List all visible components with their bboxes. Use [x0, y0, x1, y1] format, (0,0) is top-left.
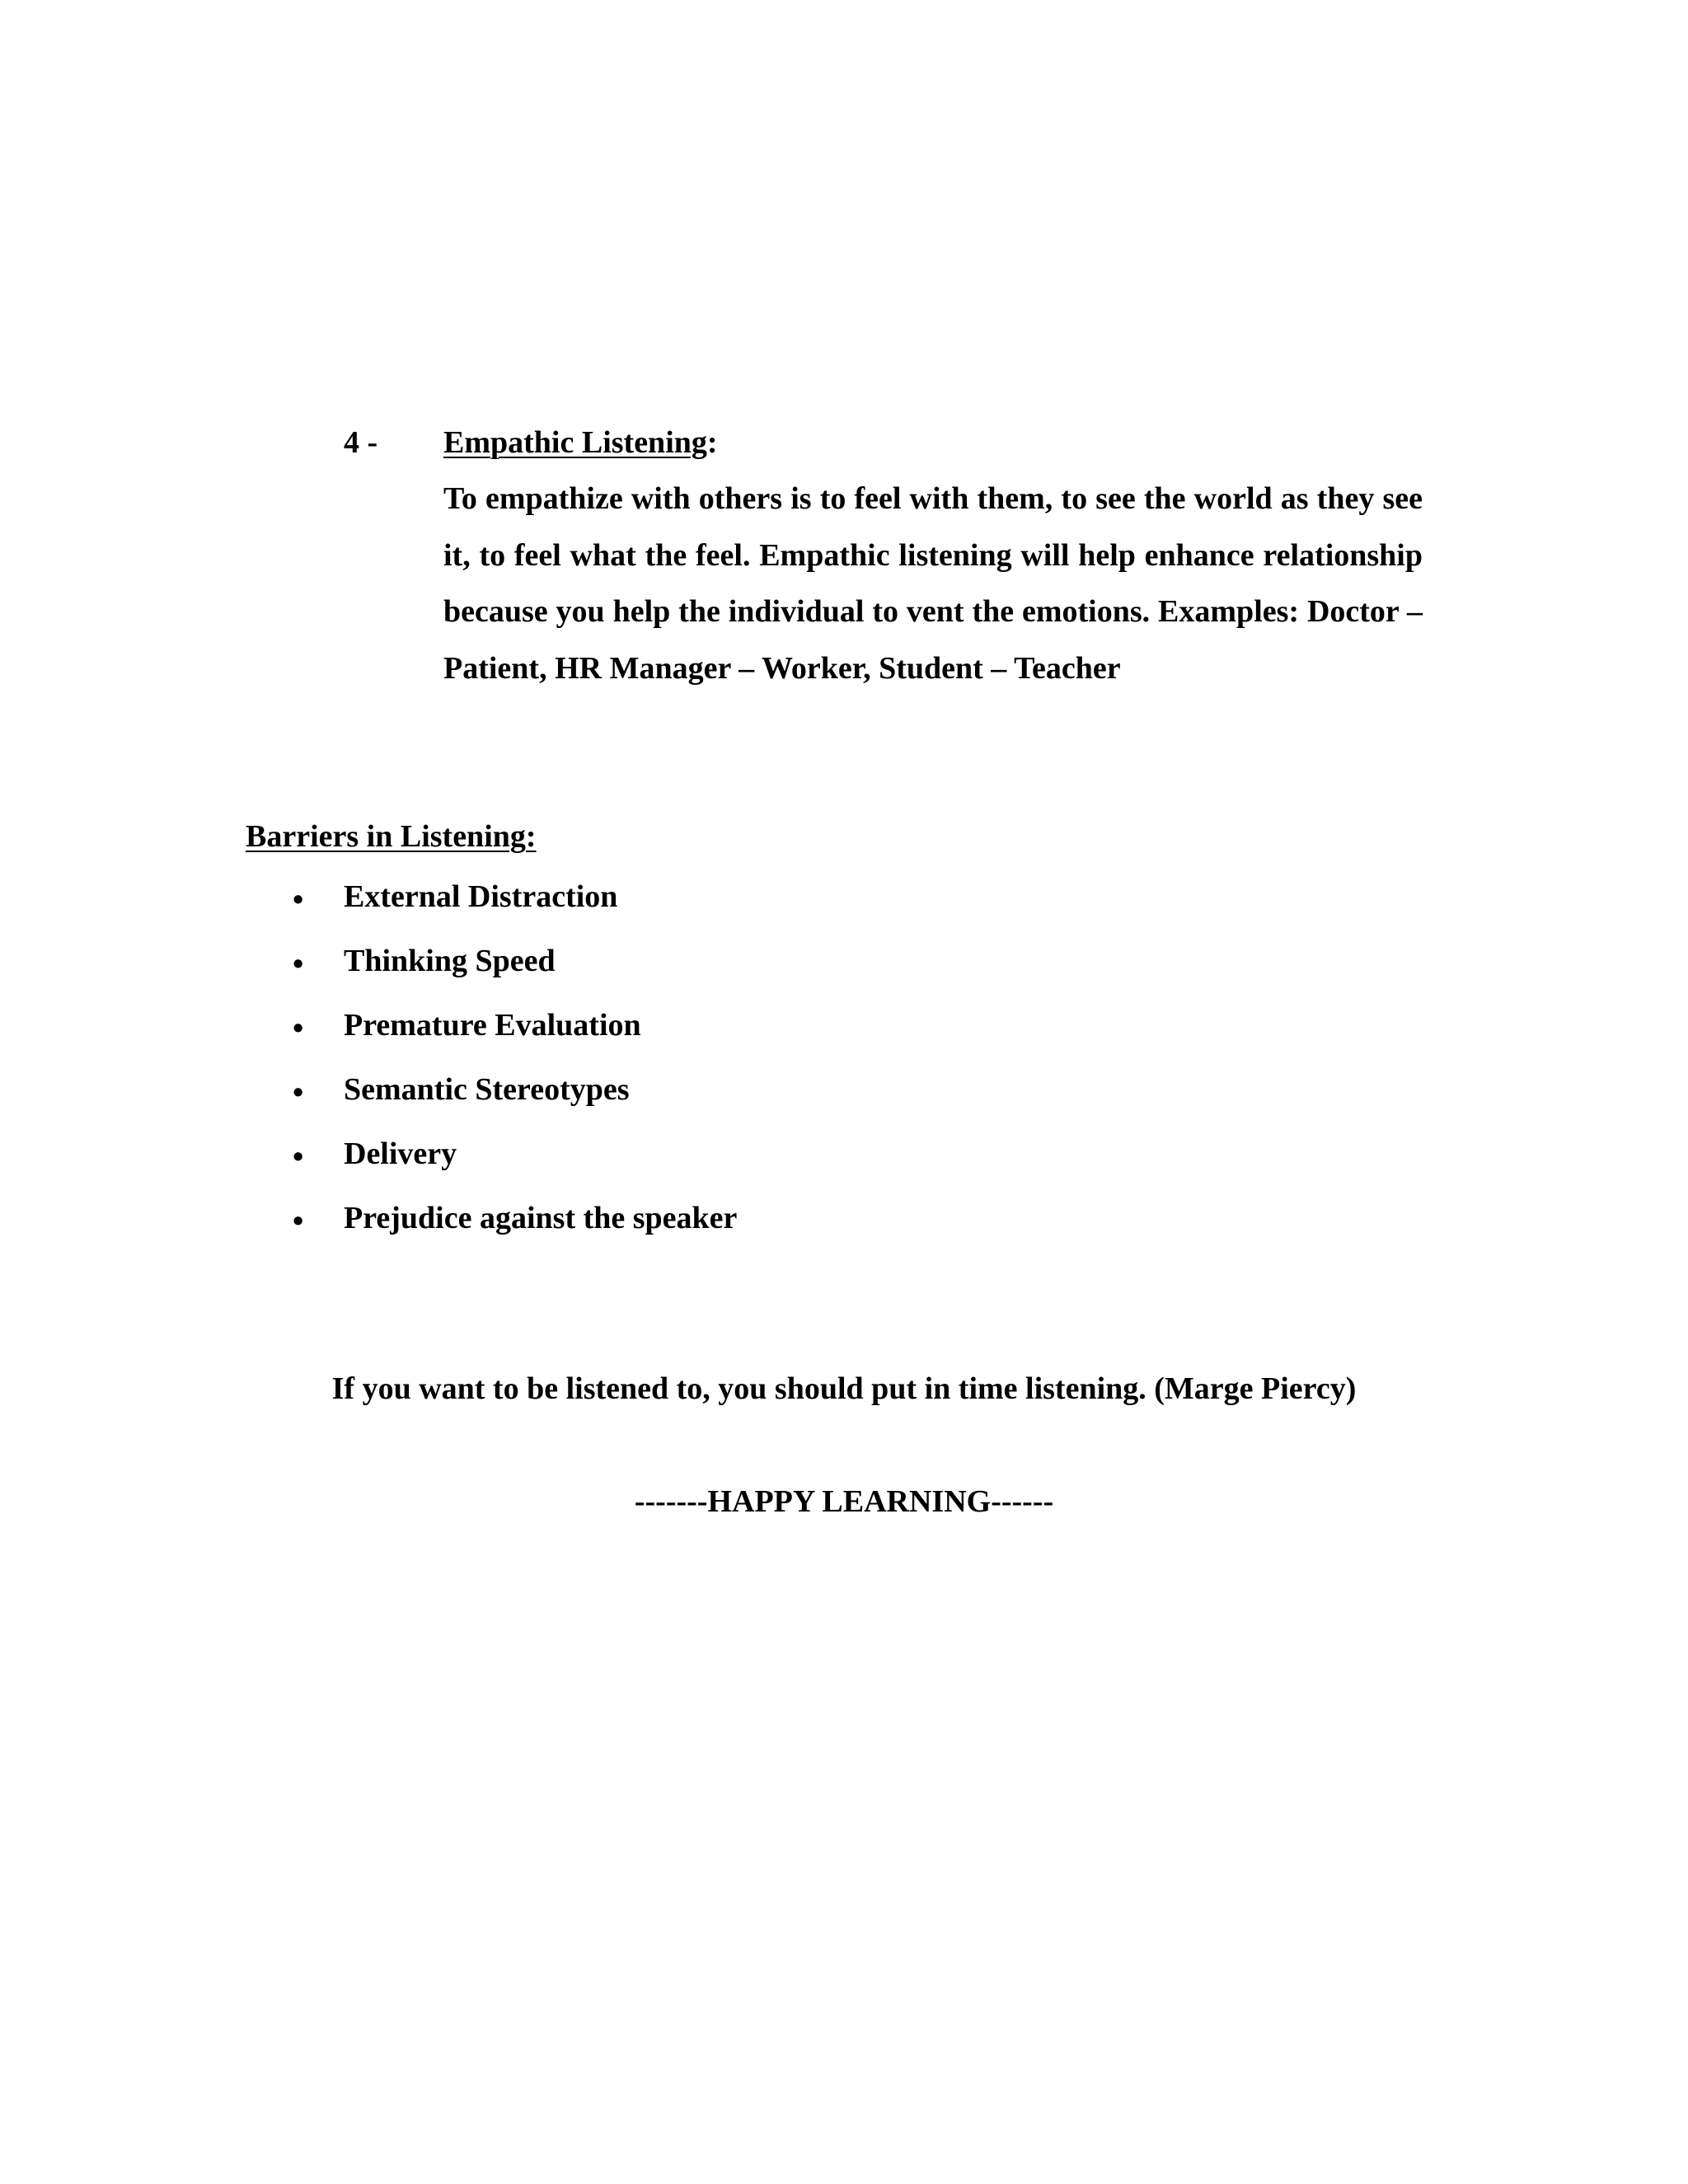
bullet-icon: •: [293, 947, 304, 982]
list-item-text: External Distraction: [344, 879, 618, 914]
section-heading: [443, 422, 718, 463]
list-item-text: Semantic Stereotypes: [344, 1072, 630, 1107]
bullet-icon: •: [293, 1011, 304, 1046]
bullet-icon: •: [293, 1204, 304, 1239]
bullet-icon: •: [293, 883, 304, 917]
quote: If you want to be listened to, you should put in time listening. (Marge Piercy): [331, 1371, 1357, 1406]
list-item-text: Delivery: [344, 1137, 457, 1171]
barriers-heading: Barriers in Listening:: [246, 819, 537, 854]
list-item-text: Premature Evaluation: [344, 1008, 641, 1043]
section-heading-text: Empathic Listening: [443, 425, 707, 460]
section-heading-colon: :: [706, 425, 718, 460]
section-body-paragraph: To empathize with others is to feel with them, to see the world as they see it, to feel what the feel. Empathic listening will help enhance relationship because you help the individual to vent the emotions. Examples: Doctor – Patient, HR Manager – Worker, Student – Teacher: [443, 481, 1423, 686]
section-number: 4 -: [344, 425, 378, 460]
signoff: -------HAPPY LEARNING------: [634, 1484, 1054, 1519]
bullet-icon: •: [293, 1076, 304, 1110]
list-item-text: Prejudice against the speaker: [344, 1201, 738, 1235]
bullet-icon: •: [293, 1140, 304, 1174]
list-item-text: Thinking Speed: [344, 944, 556, 978]
